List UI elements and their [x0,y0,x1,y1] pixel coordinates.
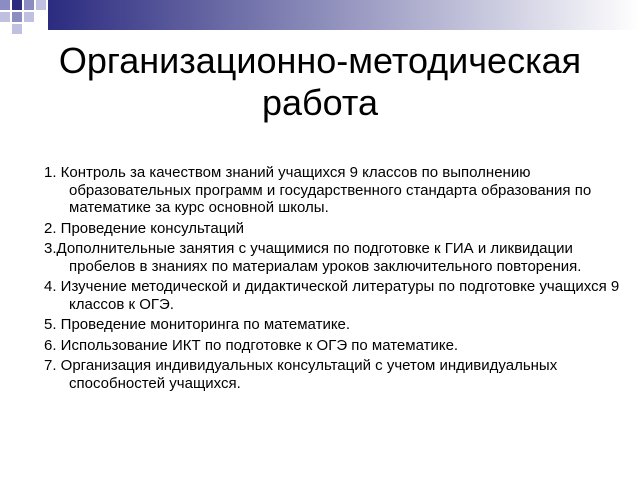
deco-square [24,0,34,10]
list-item: 5. Проведение мониторинга по математике. [44,316,351,333]
list-item: 4. Изучение методической и дидактической литературы по подготовке учащихся 9 классов к ОГЭ. [44,278,620,313]
deco-square [24,12,34,22]
list-item: 2. Проведение консультаций [44,219,245,237]
deco-square [0,12,10,22]
list-item: 6. Использование ИКТ по подготовке к ОГЭ по математике. [44,336,459,354]
slide-title: Организационно-методическая работа [58,40,582,123]
deco-square [36,0,46,10]
deco-square [12,12,22,22]
list-item: 1. Контроль за качеством знаний учащихся 9 классов по выполнению образовательных программ и государственного стандарта образования по математике за курс основной школы. [44,164,592,216]
list-item: 7. Организация индивидуальных консультаций с учетом индивидуальных способностей учащихся. [44,357,558,392]
gradient-bar [48,0,640,30]
header-decoration [0,0,640,40]
deco-square [12,24,22,34]
item-list [44,164,624,395]
deco-square [0,0,10,10]
list-item: 3.Дополнительные занятия с учащимися по подготовке к ГИА и ликвидации пробелов в знаниях по материалам уроков заключительного повторения. [44,240,582,275]
deco-square [12,0,22,10]
